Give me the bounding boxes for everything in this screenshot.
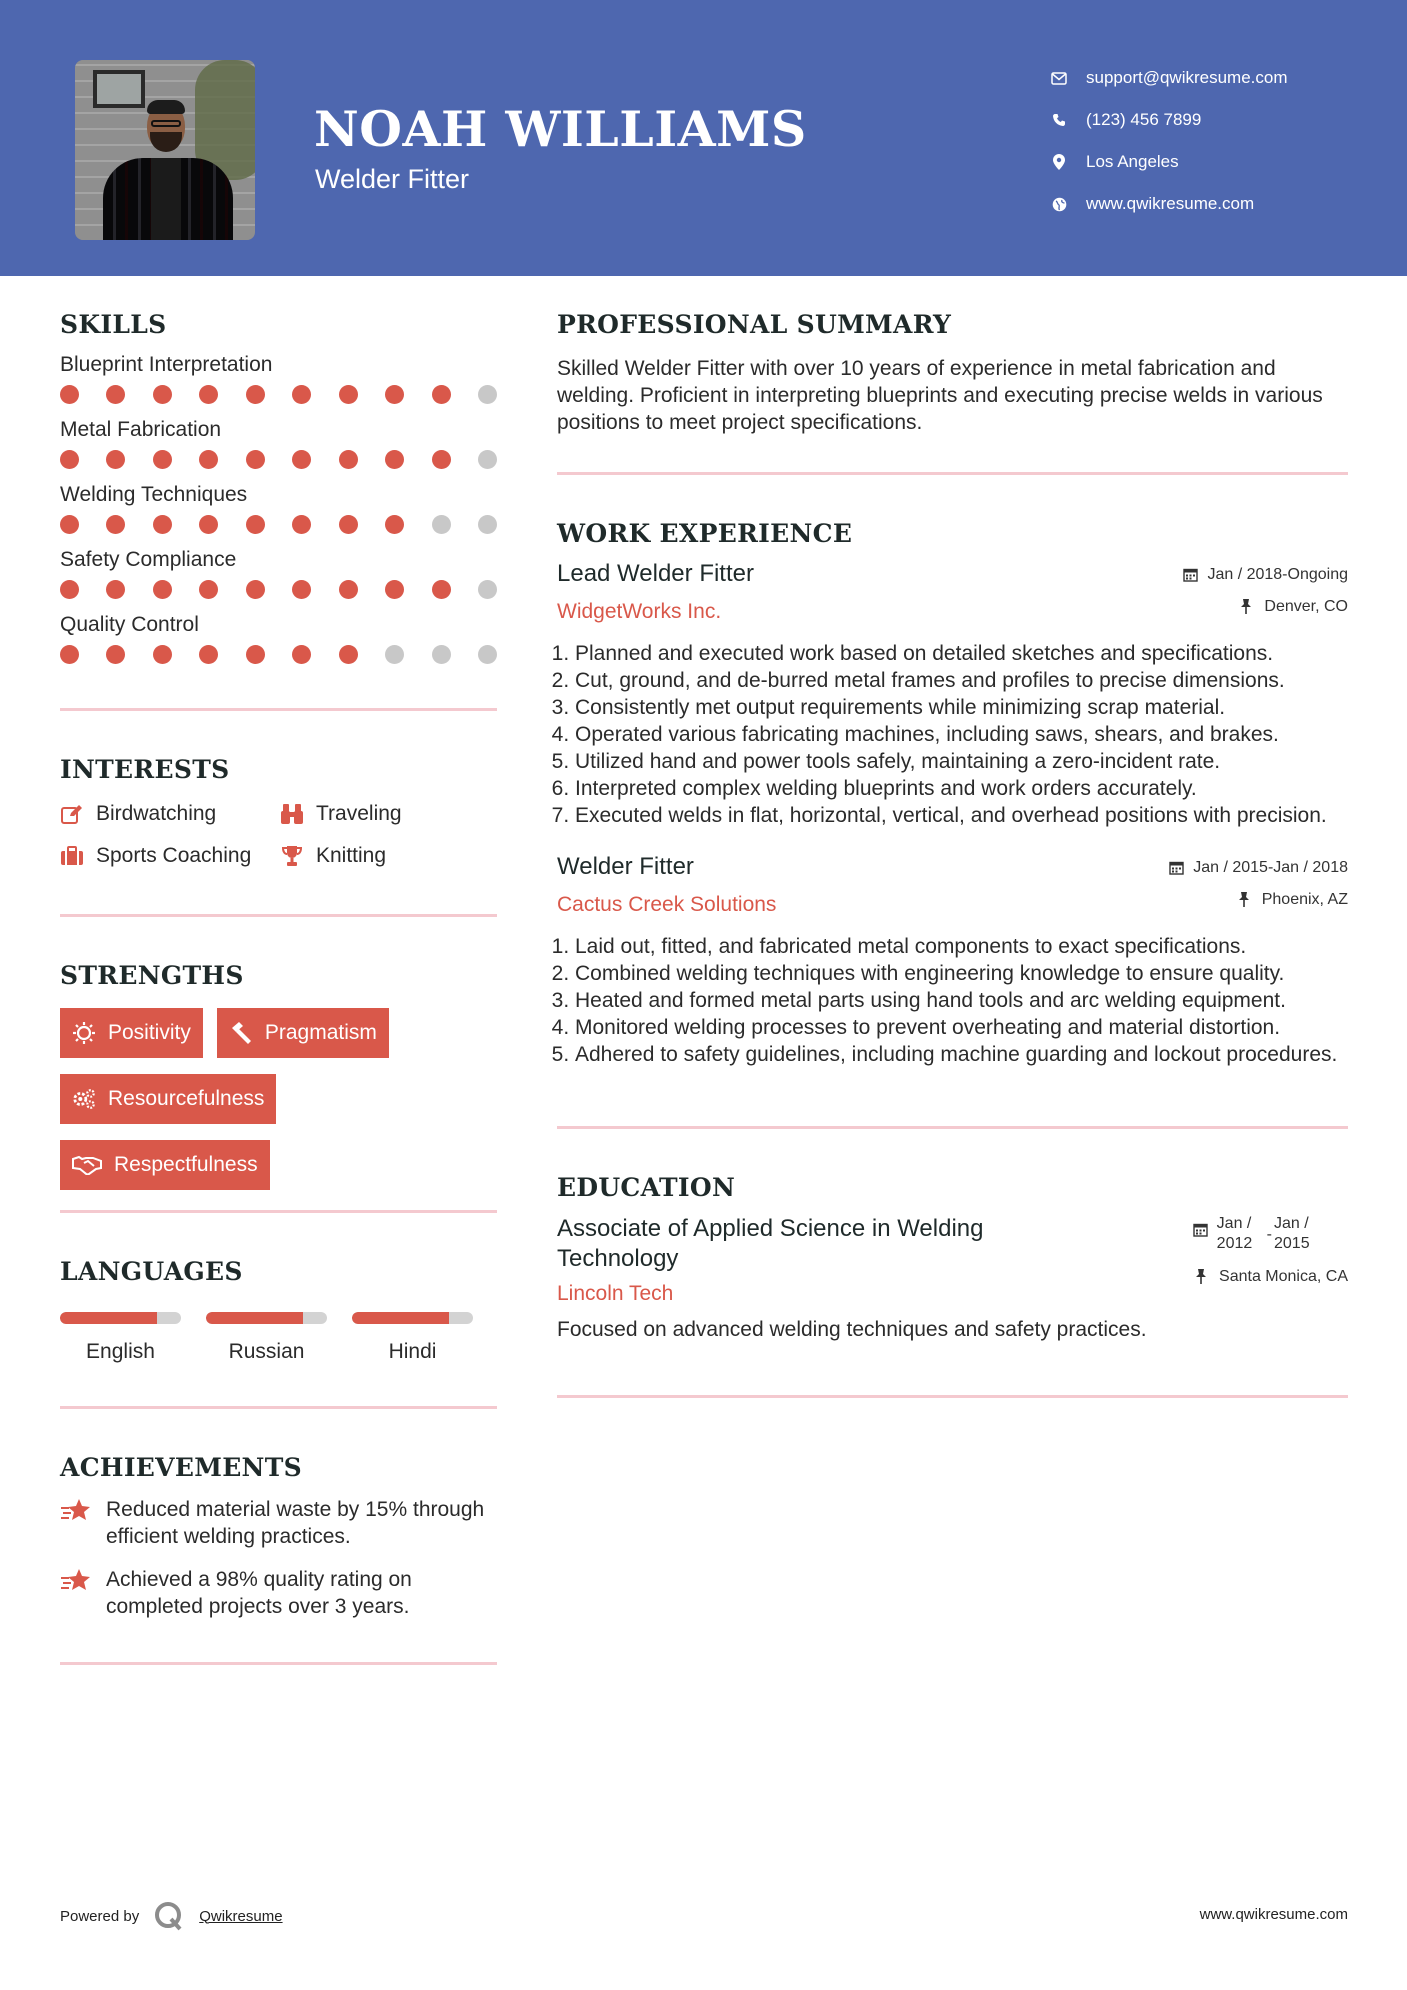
education-entry (557, 1214, 1348, 1343)
interest-item (280, 802, 480, 826)
language-name: Russian (228, 1340, 305, 1363)
rating-dot-filled (292, 580, 311, 599)
language-level-fill (352, 1312, 449, 1324)
duty-item: 1. Planned and executed work based on detailed sketches and specifications. (575, 640, 1348, 667)
language-item (352, 1312, 473, 1364)
company-name: Cactus Creek Solutions (557, 893, 777, 916)
duty-item: 7. Executed welds in flat, horizontal, vertical, and overhead positions with precision. (575, 802, 1348, 829)
globe-icon (1050, 195, 1068, 213)
language-item (60, 1312, 181, 1364)
rating-dot-filled (199, 385, 218, 404)
degree-line-1: Associate of Applied Science in Welding (557, 1215, 984, 1242)
skill-rating (60, 580, 497, 599)
candidate-title: Welder Fitter (315, 164, 470, 194)
contact-location-text: Los Angeles (1086, 152, 1179, 171)
contact-email-text: support@qwikresume.com (1086, 68, 1288, 87)
interest-label: Birdwatching (96, 802, 217, 825)
rating-dot-empty (478, 580, 497, 599)
rating-dot-filled (339, 645, 358, 664)
briefcase-icon (60, 844, 84, 868)
rating-dot-filled (199, 580, 218, 599)
contact-website[interactable] (1050, 183, 1288, 225)
shooting-star-icon (60, 1566, 92, 1598)
rating-dot-empty (432, 645, 451, 664)
language-level-bar (206, 1312, 327, 1324)
pushpin-icon (1240, 599, 1256, 615)
job-title: Welder Fitter (557, 853, 694, 880)
section-divider (557, 1395, 1348, 1398)
duty-item: 2. Combined welding techniques with engineering knowledge to ensure quality. (575, 960, 1348, 987)
handshake-icon (72, 1153, 102, 1177)
rating-dot-filled (60, 385, 79, 404)
skill-name: Blueprint Interpretation (60, 353, 273, 376)
interest-label: Sports Coaching (96, 844, 252, 867)
rating-dot-filled (292, 645, 311, 664)
gears-icon (72, 1087, 96, 1111)
rating-dot-filled (106, 385, 125, 404)
section-divider (60, 708, 497, 711)
pushpin-icon (1238, 892, 1254, 908)
qwikresume-link[interactable]: Qwikresume (199, 1907, 283, 1925)
rating-dot-filled (385, 450, 404, 469)
job-dates: Jan / 2018-Ongoing (1183, 566, 1348, 584)
language-name: Hindi (388, 1340, 437, 1363)
header-banner (0, 0, 1407, 276)
contact-phone-text: (123) 456 7899 (1086, 110, 1202, 129)
strength-badge (217, 1008, 389, 1058)
rating-dot-filled (385, 515, 404, 534)
interest-item (60, 844, 280, 868)
rating-dot-empty (432, 515, 451, 534)
rating-dot-filled (339, 385, 358, 404)
rating-dot-filled (153, 645, 172, 664)
rating-dot-filled (153, 580, 172, 599)
hammer-icon (229, 1021, 253, 1045)
calendar-icon (1183, 567, 1199, 583)
rating-dot-filled (153, 450, 172, 469)
school-name: Lincoln Tech (557, 1282, 674, 1305)
contact-phone[interactable] (1050, 99, 1288, 141)
footer-powered-by (60, 1900, 283, 1932)
strengths-heading: STRENGTHS (60, 961, 244, 990)
job-title: Lead Welder Fitter (557, 560, 754, 587)
language-level-fill (206, 1312, 303, 1324)
rating-dot-filled (246, 515, 265, 534)
education-location: Santa Monica, CA (1193, 1268, 1348, 1286)
achievement-item (60, 1496, 497, 1550)
rating-dot-filled (60, 580, 79, 599)
duty-item: 3. Consistently met output requirements while minimizing scrap material. (575, 694, 1348, 721)
strength-label: Respectfulness (114, 1153, 258, 1176)
rating-dot-filled (246, 385, 265, 404)
duty-item: 4. Monitored welding processes to prevent overheating and material distortion. (575, 1014, 1348, 1041)
profile-photo (75, 60, 255, 240)
strength-label: Resourcefulness (108, 1087, 265, 1110)
duties-list (557, 640, 1348, 829)
rating-dot-filled (432, 580, 451, 599)
language-level-fill (60, 1312, 157, 1324)
duty-item: 6. Interpreted complex welding blueprints and work orders accurately. (575, 775, 1348, 802)
degree-line-2: Technology (557, 1245, 679, 1272)
rating-dot-filled (385, 385, 404, 404)
skill-rating (60, 450, 497, 469)
rating-dot-filled (292, 450, 311, 469)
education-dates: Jan / 2012 - Jan / 2015 (1193, 1214, 1348, 1254)
strengths-list (60, 1008, 497, 1190)
rating-dot-empty (478, 385, 497, 404)
rating-dot-filled (292, 385, 311, 404)
phone-icon (1050, 111, 1068, 129)
rating-dot-filled (106, 515, 125, 534)
left-column (60, 310, 497, 1665)
achievement-text: Achieved a 98% quality rating on completed projects over 3 years. (106, 1568, 412, 1618)
rating-dot-filled (246, 580, 265, 599)
strength-badge (60, 1140, 270, 1190)
rating-dot-filled (153, 515, 172, 534)
sun-icon (72, 1021, 96, 1045)
interests-heading: INTERESTS (60, 755, 230, 784)
skill-name: Metal Fabrication (60, 418, 222, 441)
duty-item: 5. Adhered to safety guidelines, including machine guarding and lockout procedures. (575, 1041, 1348, 1068)
rating-dot-filled (106, 580, 125, 599)
skill-name: Welding Techniques (60, 483, 248, 506)
duty-item: 4. Operated various fabricating machines, including saws, shears, and brakes. (575, 721, 1348, 748)
section-divider (60, 914, 497, 917)
contact-list (1050, 57, 1288, 225)
contact-email[interactable] (1050, 57, 1288, 99)
strength-badge (60, 1074, 276, 1124)
skills-heading: SKILLS (60, 310, 167, 339)
rating-dot-filled (339, 580, 358, 599)
duty-item: 1. Laid out, fitted, and fabricated metal components to exact specifications. (575, 933, 1348, 960)
summary-text: Skilled Welder Fitter with over 10 years of experience in metal fabrication and welding. Proficient in interpreting blueprints and executing precise welds in various positions to meet project specifications. (557, 357, 1323, 434)
interest-label: Knitting (316, 844, 387, 867)
calendar-icon (1193, 1222, 1209, 1238)
interest-label: Traveling (316, 802, 402, 825)
education-description: Focused on advanced welding techniques and safety practices. (557, 1318, 1147, 1341)
rating-dot-filled (60, 645, 79, 664)
languages-list (60, 1312, 497, 1364)
job-entry (557, 560, 1348, 829)
job-location: Phoenix, AZ (1169, 891, 1348, 909)
calendar-icon (1169, 860, 1185, 876)
summary-heading: PROFESSIONAL SUMMARY (557, 310, 952, 339)
languages-heading: LANGUAGES (60, 1257, 243, 1286)
rating-dot-filled (246, 450, 265, 469)
footer-url[interactable]: www.qwikresume.com (1199, 1906, 1348, 1923)
rating-dot-empty (385, 645, 404, 664)
contact-website-text: www.qwikresume.com (1086, 194, 1255, 213)
rating-dot-filled (246, 645, 265, 664)
rating-dot-filled (432, 385, 451, 404)
strength-label: Positivity (108, 1021, 191, 1044)
skill-rating (60, 515, 497, 534)
binoculars-icon (280, 802, 304, 826)
duty-item: 3. Heated and formed metal parts using hand tools and arc welding equipment. (575, 987, 1348, 1014)
section-divider (557, 1126, 1348, 1129)
achievements-heading: ACHIEVEMENTS (60, 1453, 302, 1482)
language-level-bar (352, 1312, 473, 1324)
education-heading: EDUCATION (557, 1173, 736, 1202)
job-entry (557, 853, 1348, 1068)
job-location: Denver, CO (1183, 598, 1348, 616)
rating-dot-filled (199, 515, 218, 534)
skill-name: Safety Compliance (60, 548, 237, 571)
skills-list (60, 353, 497, 664)
interests-list (60, 802, 497, 868)
rating-dot-filled (106, 645, 125, 664)
language-item (206, 1312, 327, 1364)
rating-dot-filled (60, 450, 79, 469)
achievements-list (60, 1496, 497, 1620)
rating-dot-empty (478, 515, 497, 534)
rating-dot-filled (339, 450, 358, 469)
rating-dot-empty (478, 645, 497, 664)
language-level-bar (60, 1312, 181, 1324)
location-pin-icon (1050, 153, 1068, 171)
language-name: English (86, 1340, 155, 1363)
skill-rating (60, 385, 497, 404)
pencil-square-icon (60, 802, 84, 826)
section-divider (60, 1210, 497, 1213)
qwikresume-logo-icon (153, 1900, 185, 1932)
rating-dot-filled (292, 515, 311, 534)
right-column (557, 310, 1348, 1398)
achievement-item (60, 1566, 497, 1620)
rating-dot-filled (199, 450, 218, 469)
rating-dot-filled (106, 450, 125, 469)
pushpin-icon (1195, 1269, 1211, 1285)
trophy-icon (280, 844, 304, 868)
section-divider (60, 1406, 497, 1409)
powered-by-text: Powered by (60, 1907, 140, 1925)
duty-item: 2. Cut, ground, and de-burred metal frames and profiles to precise dimensions. (575, 667, 1348, 694)
achievement-text: Reduced material waste by 15% through efficient welding practices. (106, 1498, 485, 1548)
duty-item: 5. Utilized hand and power tools safely, maintaining a zero-incident rate. (575, 748, 1348, 775)
section-divider (60, 1662, 497, 1665)
shooting-star-icon (60, 1496, 92, 1528)
interest-item (60, 802, 280, 826)
rating-dot-filled (385, 580, 404, 599)
company-name: WidgetWorks Inc. (557, 600, 722, 623)
section-divider (557, 472, 1348, 475)
strength-label: Pragmatism (264, 1021, 377, 1044)
rating-dot-filled (432, 450, 451, 469)
rating-dot-filled (339, 515, 358, 534)
rating-dot-filled (60, 515, 79, 534)
rating-dot-empty (478, 450, 497, 469)
envelope-icon (1050, 69, 1068, 87)
rating-dot-filled (199, 645, 218, 664)
contact-location (1050, 141, 1288, 183)
candidate-name: NOAH WILLIAMS (314, 100, 807, 158)
skill-name: Quality Control (60, 613, 199, 636)
interest-item (280, 844, 480, 868)
rating-dot-filled (153, 385, 172, 404)
duties-list (557, 933, 1348, 1068)
experience-heading: WORK EXPERIENCE (557, 519, 853, 548)
strength-badge (60, 1008, 203, 1058)
skill-rating (60, 645, 497, 664)
job-dates: Jan / 2015-Jan / 2018 (1169, 859, 1348, 877)
